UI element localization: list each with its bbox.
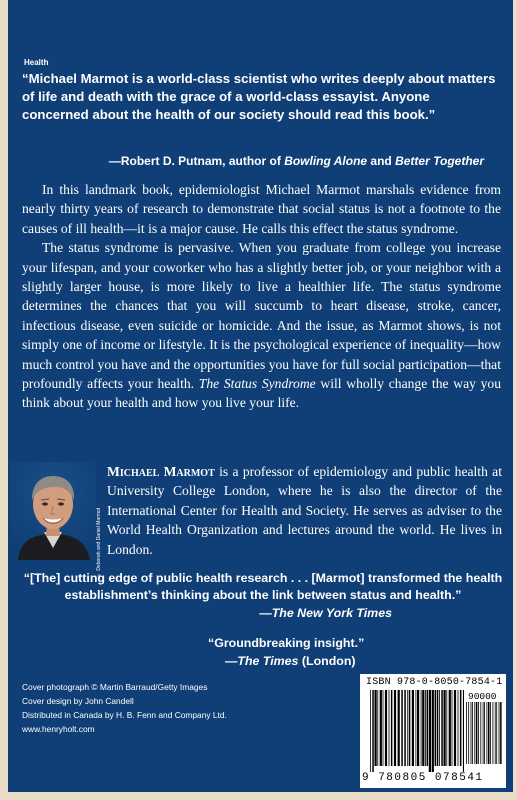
attribution-conjunction: and (367, 154, 396, 168)
barcode-bar (407, 690, 408, 766)
review-1-attribution (8, 606, 392, 620)
review-1-source: The New York Times (271, 606, 392, 620)
barcode-bar (480, 702, 481, 764)
author-photo (10, 462, 96, 560)
review-2-source-note: (London) (298, 654, 356, 668)
barcode-bar (421, 690, 422, 766)
author-name: Michael Marmot (107, 464, 215, 479)
review-2-attribution (225, 654, 425, 668)
barcode-bar (452, 690, 453, 766)
author-portrait-image (10, 462, 96, 560)
description-book-title: The Status Syndrome (198, 376, 316, 392)
barcode-bar (460, 690, 462, 766)
barcode-box (360, 674, 506, 788)
barcode-bar (468, 702, 469, 764)
barcode-bar (454, 690, 456, 766)
barcode-bar (377, 690, 378, 766)
cover-photo-credit: Cover photograph © Martin Barraud/Getty Images (22, 682, 208, 692)
price-barcode (466, 702, 502, 770)
barcode-bar (446, 690, 447, 766)
barcode-bar (432, 690, 434, 772)
barcode-bar (417, 690, 419, 766)
barcode-bar (435, 690, 437, 766)
barcode-bar (495, 702, 496, 764)
barcode-bar (499, 702, 500, 764)
barcode-bar (425, 690, 426, 766)
author-bio-text: is a professor of epidemiology and public health at University College London, where he is also the director of the International Center for Health and Society. He serves as adviser to the World Health Organization and lectures around the world. He lives in London. (107, 464, 502, 557)
isbn-barcode (370, 690, 464, 772)
attribution-prefix: —Robert D. Putnam, author of (108, 154, 285, 168)
barcode-bar (441, 690, 443, 766)
distribution-credit: Distributed in Canada by H. B. Fenn and Company Ltd. (22, 710, 227, 720)
barcode-bar (380, 690, 382, 766)
book-description (22, 180, 501, 413)
barcode-bar (449, 690, 451, 766)
review-2-dash: — (225, 654, 238, 668)
barcode-bar (383, 690, 384, 766)
barcode-bar (458, 690, 459, 766)
category-label: Health (24, 58, 49, 67)
barcode-bar (439, 690, 440, 766)
barcode-bar (398, 690, 400, 766)
barcode-bar (490, 702, 491, 764)
description-paragraph-2-start: The status syndrome is pervasive. When you graduate from college you increase your lifespan, and your coworker who has a slightly better job, or your neighbor with a slightly larger house, is more likely to live a healthier life. The status syndrome determines the chances that you will succumb to heart disease, stroke, cancer, infectious disease, even suicide or homicide. And the issue, as Marmot shows, is not simply one of income or lifestyle. It is the psychological experience of inequality—how much control you have and the opportunities you have for full social participation—that profoundly affects your health. (22, 240, 501, 392)
barcode-bar (500, 702, 502, 764)
top-blurb-quote: “Michael Marmot is a world-class scientist who writes deeply about matters of life and death with the grace of a world-class essayist. Anyone concerned about the health of our society should read this book.” (22, 71, 496, 123)
top-blurb-attribution (8, 154, 484, 168)
barcode-bar (444, 690, 446, 766)
review-1-quote: “[The] cutting edge of public health research . . . [Marmot] transformed the health establishment’s thinking about the link between status and health.” (23, 571, 503, 602)
review-2-source: The Times (237, 654, 299, 668)
barcode-bar (488, 702, 490, 764)
attribution-book-2: Better Together (395, 154, 484, 168)
barcode-bar (496, 702, 497, 764)
publisher-credits (22, 680, 352, 736)
barcode-bar (437, 690, 439, 766)
barcode-bar (471, 702, 472, 764)
barcode-bar (391, 690, 393, 766)
barcode-bar (409, 690, 411, 766)
isbn-label: ISBN 978-0-8050-7854-1 (366, 677, 503, 688)
barcode-bar (412, 690, 414, 766)
review-1-dash: — (259, 606, 272, 620)
barcode-bar (404, 690, 406, 766)
barcode-digits: 9 780805 078541 (362, 772, 484, 784)
barcode-bar (493, 702, 494, 764)
barcode-bar (372, 690, 374, 772)
publisher-website: www.henryholt.com (22, 724, 95, 734)
price-code: 90000 (468, 691, 497, 702)
photo-credit: © Deborah and Daniel Marmot (96, 507, 102, 578)
barcode-bar (463, 690, 464, 772)
barcode-bar (385, 690, 387, 766)
barcode-bar (466, 702, 467, 764)
cover-design-credit: Cover design by John Candell (22, 696, 134, 706)
barcode-bar (483, 702, 484, 764)
barcode-bar (472, 702, 473, 764)
barcode-bar (474, 702, 475, 764)
barcode-bar (401, 690, 403, 766)
barcode-bar (484, 702, 485, 764)
barcode-bar (478, 702, 479, 764)
attribution-book-1: Bowling Alone (284, 154, 368, 168)
review-2-quote: “Groundbreaking insight.” (208, 636, 365, 650)
description-paragraph-1: In this landmark book, epidemiologist Michael Marmot marshals evidence from nearly thirty years of research to demonstrate that social status is not a footnote to the causes of ill health—it is a major cause. He calls this effect the status syndrome. (22, 182, 501, 236)
barcode-bar (422, 690, 424, 766)
barcode-bar (427, 690, 429, 766)
barcode-bar (476, 702, 478, 764)
barcode-bar (389, 690, 390, 766)
description-paragraph-2 (22, 238, 501, 413)
author-bio (107, 462, 502, 559)
barcode-bar (394, 690, 396, 766)
barcode-bar (416, 690, 417, 766)
barcode-bar (429, 690, 431, 772)
barcode-bar (375, 690, 377, 766)
description-paragraph-2-end: will wholly change the way you think about your health and how you live your life. (22, 376, 502, 411)
barcode-bar (370, 690, 371, 772)
back-cover (8, 0, 513, 792)
barcode-bar (487, 702, 488, 764)
